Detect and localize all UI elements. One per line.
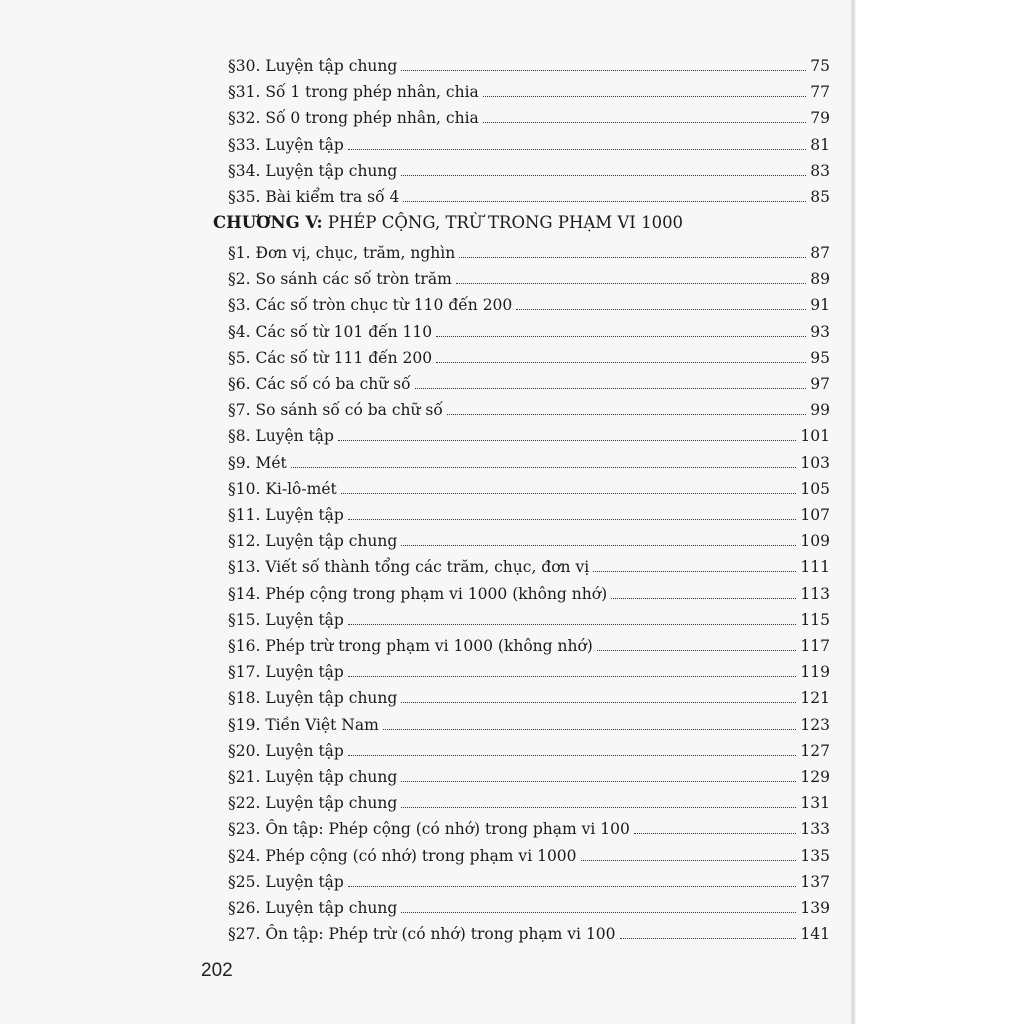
toc-entry-title: §24. Phép cộng (có nhớ) trong phạm vi 1000 xyxy=(228,846,577,865)
toc-entry xyxy=(228,342,830,368)
toc-leader-dots xyxy=(447,414,806,415)
toc-entry-title: §7. So sánh số có ba chữ số xyxy=(228,401,443,420)
toc-entry-title: §20. Luyện tập xyxy=(228,741,344,760)
toc-entry-title: §10. Ki-lô-mét xyxy=(228,479,337,498)
toc-leader-dots xyxy=(401,781,796,782)
toc-entry-page: 91 xyxy=(810,296,830,315)
toc-entry-title: §8. Luyện tập xyxy=(228,427,334,446)
toc-entry-page: 119 xyxy=(800,663,830,682)
toc-entry-page: 85 xyxy=(810,188,830,206)
toc-entry-title: §21. Luyện tập chung xyxy=(228,768,398,786)
toc-entry xyxy=(228,473,830,499)
toc-leader-dots xyxy=(403,201,806,202)
toc-entry-page: 79 xyxy=(810,109,830,128)
toc-entry-title: §32. Số 0 trong phép nhân, chia xyxy=(228,109,479,128)
toc-entry xyxy=(228,709,830,735)
toc-entry-title: §25. Luyện tập xyxy=(228,872,344,891)
toc-entry-page: 115 xyxy=(800,610,830,629)
toc-entry xyxy=(228,656,830,682)
toc-entry-title: §26. Luyện tập chung xyxy=(228,899,398,917)
toc-leader-dots xyxy=(436,336,806,337)
toc-leader-dots xyxy=(348,149,806,150)
page-edge xyxy=(851,0,856,1024)
toc-entry-page: 121 xyxy=(800,689,830,708)
toc-leader-dots xyxy=(348,755,797,756)
toc-entry-title: §22. Luyện tập chung xyxy=(228,794,398,813)
toc-entry xyxy=(228,918,830,944)
toc-entry xyxy=(228,682,830,708)
toc-leader-dots xyxy=(348,519,797,520)
toc-entry-page: 113 xyxy=(800,584,830,603)
toc-entry xyxy=(228,129,830,155)
toc-entry xyxy=(228,735,830,761)
toc-entry-page: 109 xyxy=(800,532,830,551)
toc-entry-title: §11. Luyện tập xyxy=(228,506,344,524)
toc-entry-page: 141 xyxy=(800,925,830,944)
chapter-title: PHÉP CỘNG, TRỪ TRONG PHẠM VI 1000 xyxy=(327,213,684,232)
toc-leader-dots xyxy=(401,912,796,913)
toc-entry-page: 87 xyxy=(810,244,830,262)
toc-entry-page: 129 xyxy=(800,768,830,786)
toc-leader-dots xyxy=(483,122,806,123)
page-number: 202 xyxy=(201,960,233,981)
toc-entry-page: 75 xyxy=(810,57,830,75)
toc-entry-title: §33. Luyện tập xyxy=(228,135,344,154)
toc-entry-page: 103 xyxy=(800,453,830,472)
toc-entry-page: 123 xyxy=(800,715,830,734)
toc-entry xyxy=(228,630,830,656)
toc-entry xyxy=(228,289,830,315)
toc-entry xyxy=(228,787,830,813)
toc-entry xyxy=(228,76,830,102)
toc-entry-title: §30. Luyện tập chung xyxy=(228,57,398,75)
toc-leader-dots xyxy=(415,388,807,389)
toc-entry xyxy=(228,604,830,630)
toc-entry-title: §15. Luyện tập xyxy=(228,610,344,629)
toc-entry xyxy=(228,892,830,918)
toc-entry xyxy=(228,102,830,128)
toc-entry-title: §13. Viết số thành tổng các trăm, chục, đơn vị xyxy=(228,558,590,577)
toc-entry-page: 97 xyxy=(810,375,830,393)
toc-leader-dots xyxy=(436,362,806,363)
toc-entry-title: §2. So sánh các số tròn trăm xyxy=(228,270,452,289)
toc-entry xyxy=(228,263,830,289)
toc-entry-page: 117 xyxy=(800,637,830,655)
toc-entry-page: 111 xyxy=(800,558,830,577)
toc-leader-dots xyxy=(341,493,797,494)
toc-entry xyxy=(228,316,830,342)
toc-entry xyxy=(228,840,830,866)
toc-entry xyxy=(228,155,830,181)
toc-leader-dots xyxy=(401,807,796,808)
toc-leader-dots xyxy=(401,175,806,176)
toc-entry xyxy=(228,578,830,604)
toc-entry xyxy=(228,761,830,787)
toc-entry-title: §9. Mét xyxy=(228,453,287,472)
toc-entry-title: §16. Phép trừ trong phạm vi 1000 (không nhớ) xyxy=(228,637,593,655)
toc-leader-dots xyxy=(456,283,806,284)
toc-leader-dots xyxy=(581,860,797,861)
toc-entry xyxy=(228,368,830,394)
toc-entry-title: §3. Các số tròn chục từ 110 đến 200 xyxy=(228,296,513,315)
toc-entry-page: 127 xyxy=(800,741,830,760)
toc-entry xyxy=(228,50,830,76)
toc-leader-dots xyxy=(597,650,797,651)
toc-leader-dots xyxy=(459,257,806,258)
toc-entry-page: 95 xyxy=(810,348,830,367)
toc-entry-title: §12. Luyện tập chung xyxy=(228,532,398,551)
toc-leader-dots xyxy=(401,702,796,703)
toc-leader-dots xyxy=(401,545,796,546)
toc-leader-dots xyxy=(401,70,806,71)
toc-leader-dots xyxy=(620,938,797,939)
toc-leader-dots xyxy=(516,309,806,310)
toc-entry-page: 81 xyxy=(810,135,830,154)
toc-entry-page: 83 xyxy=(810,161,830,180)
toc-entry-page: 139 xyxy=(800,899,830,917)
toc-entry xyxy=(228,813,830,839)
toc-entry-page: 93 xyxy=(810,322,830,341)
toc-leader-dots xyxy=(634,833,797,834)
toc-entry-title: §14. Phép cộng trong phạm vi 1000 (không nhớ) xyxy=(228,584,608,603)
toc-entry xyxy=(228,447,830,473)
toc-entry-page: 101 xyxy=(800,427,830,446)
toc-entry xyxy=(228,499,830,525)
chapter-heading xyxy=(213,211,683,235)
toc-entry-page: 89 xyxy=(810,270,830,289)
toc-entry xyxy=(228,181,830,207)
toc-entry xyxy=(228,237,830,263)
toc-entry-title: §18. Luyện tập chung xyxy=(228,689,398,708)
toc-entry-title: §35. Bài kiểm tra số 4 xyxy=(228,188,400,206)
toc-entry-title: §27. Ôn tập: Phép trừ (có nhớ) trong phạm vi 100 xyxy=(228,925,616,944)
toc-entry-title: §6. Các số có ba chữ số xyxy=(228,375,411,393)
toc-leader-dots xyxy=(338,440,796,441)
toc-entry-page: 77 xyxy=(810,83,830,102)
toc-leader-dots xyxy=(348,624,797,625)
toc-entry-title: §23. Ôn tập: Phép cộng (có nhớ) trong phạm vi 100 xyxy=(228,820,630,839)
toc-leader-dots xyxy=(291,467,797,468)
toc-entry-title: §5. Các số từ 111 đến 200 xyxy=(228,348,433,367)
toc-leader-dots xyxy=(593,571,796,572)
toc-leader-dots xyxy=(383,729,797,730)
toc-entry-title: §17. Luyện tập xyxy=(228,663,344,682)
toc-entry xyxy=(228,866,830,892)
toc-entry-page: 137 xyxy=(800,872,830,891)
toc-entry-page: 135 xyxy=(800,846,830,865)
toc-entry-page: 107 xyxy=(800,506,830,524)
toc-entry-page: 131 xyxy=(800,794,830,813)
toc-entry xyxy=(228,551,830,577)
toc-entry-title: §1. Đơn vị, chục, trăm, nghìn xyxy=(228,244,456,262)
toc-entry-page: 105 xyxy=(800,479,830,498)
toc-entry-title: §4. Các số từ 101 đến 110 xyxy=(228,322,433,341)
toc-entry xyxy=(228,394,830,420)
toc-entry xyxy=(228,525,830,551)
toc-leader-dots xyxy=(348,676,797,677)
toc-entry-title: §31. Số 1 trong phép nhân, chia xyxy=(228,83,479,102)
toc-leader-dots xyxy=(611,598,796,599)
toc-entry-page: 99 xyxy=(810,401,830,420)
toc-entry xyxy=(228,420,830,446)
chapter-label: CHƯƠNG V: xyxy=(213,213,323,232)
toc-entry-page: 133 xyxy=(800,820,830,839)
toc-entry-title: §19. Tiền Việt Nam xyxy=(228,715,379,734)
toc-leader-dots xyxy=(483,96,806,97)
toc-leader-dots xyxy=(348,886,797,887)
toc-entry-title: §34. Luyện tập chung xyxy=(228,161,398,180)
